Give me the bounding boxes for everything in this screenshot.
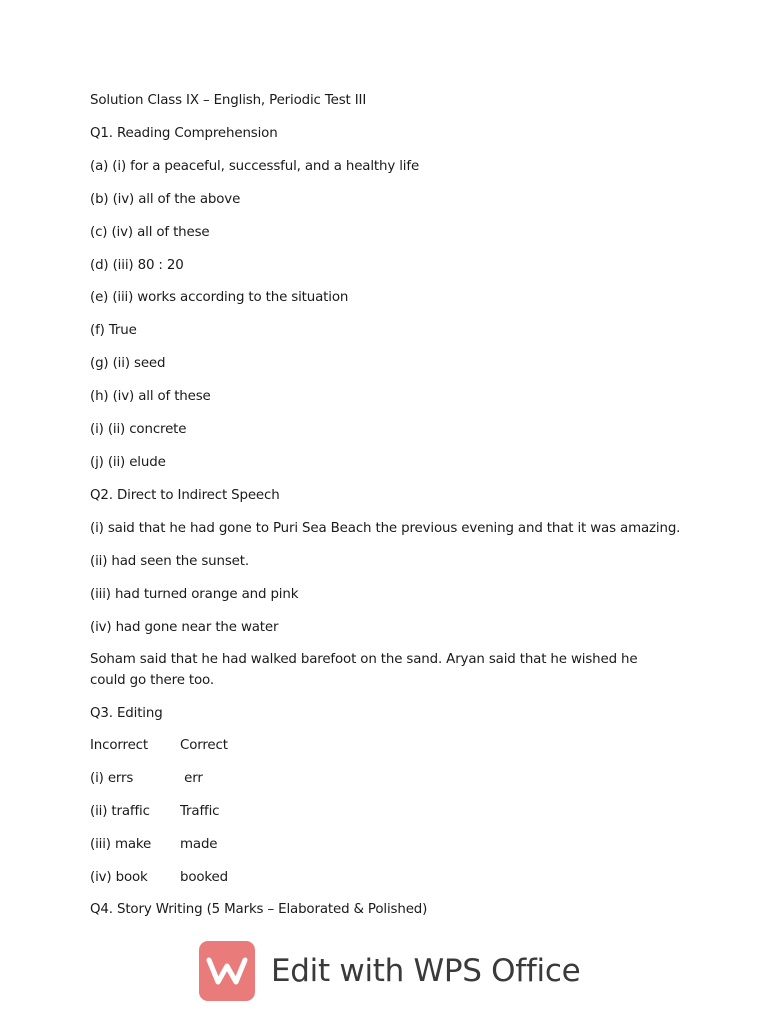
q1-answer: (h) (iv) all of these [90,389,211,404]
q1-answer: (f) True [90,323,137,338]
column-header-correct: Correct [180,738,228,753]
correct-word: booked [180,870,229,885]
q1-answer: (c) (iv) all of these [90,225,210,240]
incorrect-word: (iv) book [90,870,148,885]
correct-word: err [180,771,203,786]
incorrect-word: (iii) make [90,837,152,852]
q2-paragraph: Soham said that he had walked barefoot on the sand. Aryan said that he wished he could go there too. [90,652,638,688]
q1-answer: (j) (ii) elude [90,455,166,470]
banner-text: Edit with WPS Office [271,953,581,989]
q3-heading: Q3. Editing [90,706,163,721]
q2-answer: (iv) had gone near the water [90,620,279,635]
q2-answer: (i) said that he had gone to Puri Sea Beach the previous evening and that it was amazing. [90,521,681,536]
edit-with-wps-banner[interactable] [199,941,580,1001]
q2-answer: (iii) had turned orange and pink [90,587,299,602]
wps-w-glyph-icon [205,954,249,988]
wps-logo-icon [199,941,255,1001]
incorrect-word: (ii) traffic [90,804,150,819]
correct-word: Traffic [180,804,220,819]
q2-answer: (ii) had seen the sunset. [90,554,249,569]
correct-word: made [180,837,218,852]
q1-answer: (d) (iii) 80 : 20 [90,258,184,273]
q1-answer: (b) (iv) all of the above [90,192,241,207]
q1-answer: (g) (ii) seed [90,356,166,371]
q1-answer: (e) (iii) works according to the situation [90,290,349,305]
q4-heading: Q4. Story Writing (5 Marks – Elaborated & Polished) [90,902,428,917]
q2-heading: Q2. Direct to Indirect Speech [90,488,280,503]
column-header-incorrect: Incorrect [90,738,148,753]
q1-heading: Q1. Reading Comprehension [90,126,278,141]
q1-answer: (i) (ii) concrete [90,422,187,437]
incorrect-word: (i) errs [90,771,134,786]
q1-answer: (a) (i) for a peaceful, successful, and a healthy life [90,159,420,174]
document-title: Solution Class IX – English, Periodic Test III [90,93,367,108]
